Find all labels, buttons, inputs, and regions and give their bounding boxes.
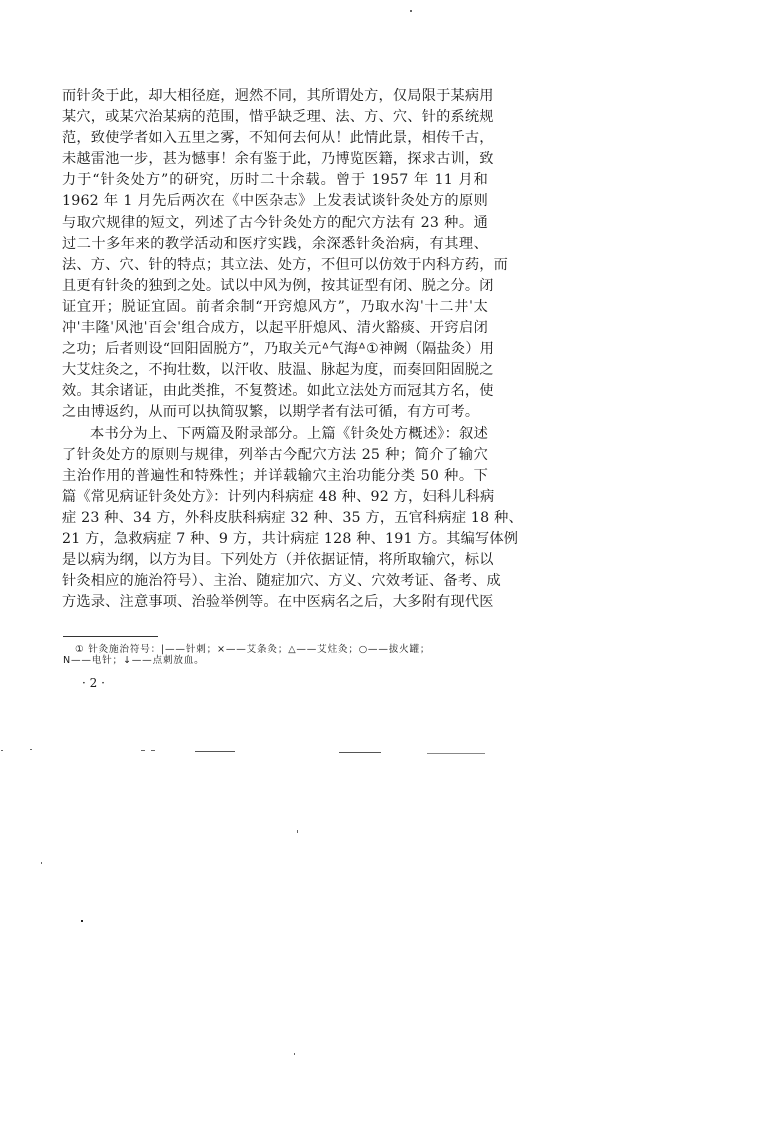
footnote bbox=[63, 644, 493, 666]
text-line: 力于“针灸处方”的研究，历时二十余载。曾于 1957 年 11 月和 bbox=[62, 172, 488, 189]
text-line: 之功；后者则设“回阳固脱方”，乃取关元ᐞ气海ᐞ①神阙（隔盐灸）用 bbox=[62, 341, 495, 358]
text-line: 针灸相应的施治符号）、主治、随症加穴、方义、穴效考证、备考、成 bbox=[62, 573, 501, 590]
scan-speck bbox=[30, 749, 32, 750]
text-line: 冲ˈ丰隆ˈ风池ˈ百会ˈ组合成方，以起平肝熄风、清火豁痰、开窍启闭 bbox=[62, 320, 488, 337]
text-line: 方选录、注意事项、治验举例等。在中医病名之后，大多附有现代医 bbox=[62, 594, 494, 611]
text-line: 是以病为纲，以方为目。下列处方（并依据证情，将所取输穴，标以 bbox=[62, 552, 494, 569]
text-line: 篇《常见病证针灸处方》：计列内科病症 48 种、92 方，妇科儿科病 bbox=[62, 488, 495, 505]
text-line: 1962 年 1 月先后两次在《中医杂志》上发表试谈针灸处方的原则 bbox=[62, 193, 488, 210]
text-line: 法、方、穴、针的特点；其立法、处方，不但可以仿效于内科方药，而 bbox=[62, 256, 509, 273]
text-line: 了针灸处方的原则与规律，列举古今配穴方法 25 种；简介了输穴 bbox=[62, 446, 488, 463]
scan-speck bbox=[410, 10, 412, 12]
scan-artifact-line bbox=[339, 752, 381, 753]
text-line: 未越雷池一步，甚为憾事！余有鉴于此，乃博览医籍，探求古训，致 bbox=[62, 151, 494, 168]
page-number: · 2 · bbox=[82, 676, 105, 690]
body-text bbox=[62, 86, 523, 613]
footnote-divider bbox=[63, 636, 158, 637]
text-line: 且更有针灸的独到之处。试以中风为例，按其证型有闭、脱之分。闭 bbox=[62, 277, 494, 294]
text-line: 范，致使学者如入五里之雾，不知何去何从！此情此景，相传千古， bbox=[62, 130, 494, 147]
text-line: 某穴，或某穴治某病的范围，惜乎缺乏理、法、方、穴、针的系统规 bbox=[62, 109, 494, 126]
text-line: 症 23 种、34 方，外科皮肤科病症 32 种、35 方，五官科病症 18 种、 bbox=[62, 509, 523, 526]
text-line-paragraph-start: 本书分为上、下两篇及附录部分。上篇《针灸处方概述》：叙述 bbox=[90, 425, 488, 442]
scan-speck bbox=[297, 830, 298, 833]
text-line: 之由博返约，从而可以执简驭繁，以期学者有法可循，有方可考。 bbox=[62, 404, 480, 421]
text-line: 主治作用的普遍性和特殊性；并详载输穴主治功能分类 50 种。下 bbox=[62, 467, 488, 484]
text-line: 过二十多年来的教学活动和医疗实践，余深悉针灸治病，有其理、 bbox=[62, 235, 488, 252]
scan-speck bbox=[294, 1053, 295, 1055]
scan-speck bbox=[151, 750, 155, 751]
text-line: 与取穴规律的短文，列述了古今针灸处方的配穴方法有 23 种。通 bbox=[62, 214, 488, 231]
scan-speck bbox=[41, 862, 42, 864]
footnote-line: ① 针灸施治符号：|——针刺；×——艾条灸；△——艾炷灸；○——拔火罐； bbox=[75, 644, 431, 655]
scan-artifact-line bbox=[195, 751, 235, 752]
scan-speck bbox=[1, 750, 3, 751]
scan-speck bbox=[141, 750, 145, 751]
text-line: 大艾炷灸之，不拘壮数，以汗收、肢温、脉起为度，而奏回阳固脱之 bbox=[62, 362, 494, 379]
footnote-line: N——电针；↓——点刺放血。 bbox=[63, 655, 205, 666]
text-line: 而针灸于此，却大相径庭，迥然不同，其所谓处方，仅局限于某病用 bbox=[62, 88, 494, 104]
text-line: 效。其余诸证，由此类推，不复赘述。如此立法处方而冠其方名，使 bbox=[62, 383, 494, 400]
scan-artifact-line bbox=[427, 753, 485, 754]
scan-speck bbox=[81, 920, 83, 922]
text-line: 证宜开；脱证宜固。前者余制“开窍熄风方”，乃取水沟ˈ十二井ˈ太 bbox=[62, 298, 488, 315]
text-line: 21 方，急救病症 7 种、9 方，共计病症 128 种、191 方。其编写体例 bbox=[62, 530, 519, 547]
